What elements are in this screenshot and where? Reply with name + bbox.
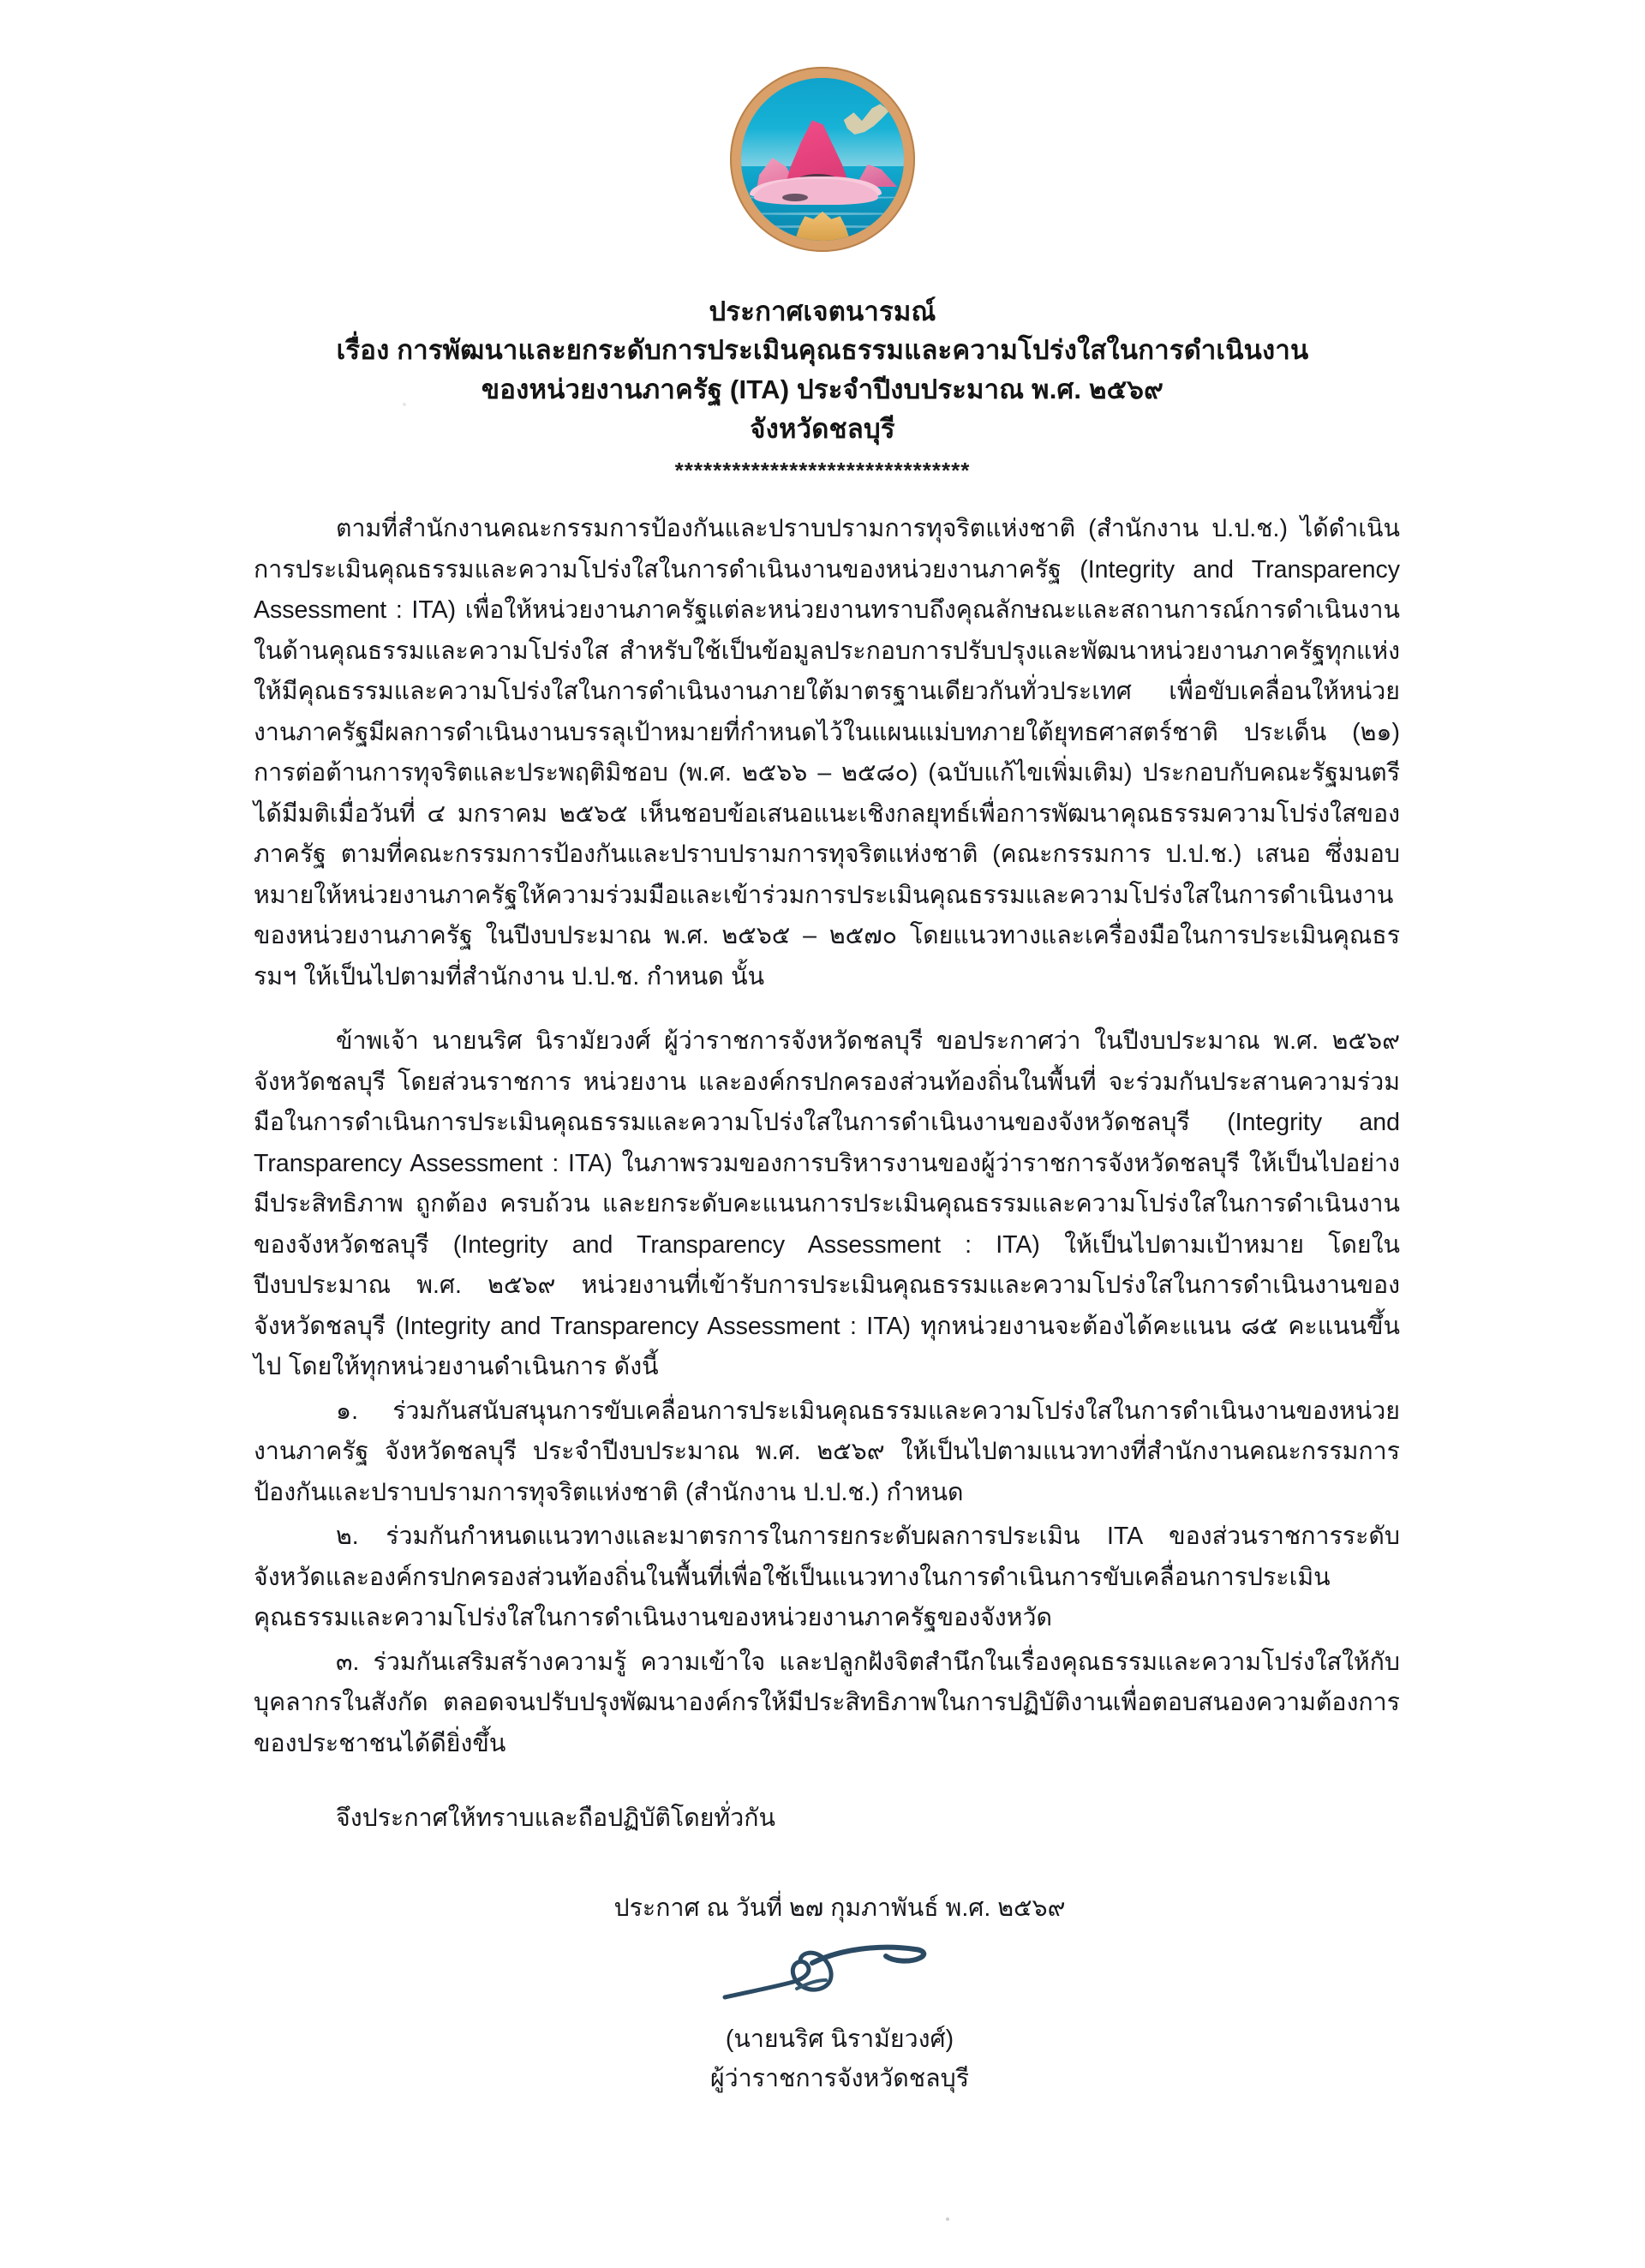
paragraph-declaration (254, 1021, 1400, 1388)
paragraph-background (254, 509, 1400, 997)
document-body (254, 509, 1400, 1840)
list-item-2-text: ๒. ร่วมกันกำหนดแนวทางและมาตรการในการยกระดับผลการประเมิน ITA ของส่วนราชการระดับจังหวัดและองค์กรปกครองส่วนท้องถิ่นในพื้นที่เพื่อใช้เป็นแนวทางในการดำเนินการขับเคลื่อนการประเมินคุณธรรมและความโปร่งใสในการดำเนินงานของหน่วยงานภาครัฐของจังหวัด (254, 1523, 1400, 1631)
announcement-province-line: จังหวัดชลบุรี (750, 414, 895, 444)
closing-statement: จึงประกาศให้ทราบและถือปฏิบัติโดยทั่วกัน (336, 1804, 775, 1832)
signer-title: ผู้ว่าราชการจังหวัดชลบุรี (709, 2065, 970, 2092)
announcement-fiscal-year-line: ของหน่วยงานภาครัฐ (ITA) ประจำปีงบประมาณ พ.ศ. ๒๕๖๙ (481, 374, 1164, 404)
document-header (0, 293, 1645, 484)
list-item-1-text: ๑. ร่วมกันสนับสนุนการขับเคลื่อนการประเมินคุณธรรมและความโปร่งใสในการดำเนินงานของหน่วยงานภาครัฐ จังหวัดชลบุรี ประจำปีงบประมาณ พ.ศ. ๒๕๖๙ ให้เป็นไปตามแนวทางที่สำนักงานคณะกรรมการป้องกันและปราบปรามการทุจริตแห่งชาติ (สำนักงาน ป.ป.ช.) กำหนด (254, 1397, 1400, 1506)
handwritten-signature (0, 1937, 1645, 2020)
paragraph-declaration-text: ข้าพเจ้า นายนริศ นิรามัยวงศ์ ผู้ว่าราชการจังหวัดชลบุรี ขอประกาศว่า ในปีงบประมาณ พ.ศ. ๒๕๖๙ จังหวัดชลบุรี โดยส่วนราชการ หน่วยงาน และองค์กรปกครองส่วนท้องถิ่นในพื้นที่ จะร่วมกันประสานความร่วมมือในการดำเนินการประเมินคุณธรรมและความโปร่งใสในการดำเนินงานของจังหวัดชลบุรี (Integrity and Transparency Assessment : ITA) ในภาพรวมของการบริหารงานของผู้ว่าราชการจังหวัดชลบุรี ให้เป็นไปอย่างมีประสิทธิภาพ ถูกต้อง ครบถ้วน และยกระดับคะแนนการประเมินคุณธรรมและความโปร่งใสในการดำเนินงานของจังหวัดชลบุรี (Integrity and Transparency Assessment : ITA) ให้เป็นไปตามเป้าหมาย โดยในปีงบประมาณ พ.ศ. ๒๕๖๙ หน่วยงานที่เข้ารับการประเมินคุณธรรมและความโปร่งใสในการดำเนินงานของจังหวัดชลบุรี (Integrity and Transparency Assessment : ITA) ทุกหน่วยงานจะต้องได้คะแนน ๘๕ คะแนนขึ้นไป โดยให้ทุกหน่วยงานดำเนินการ ดังนี้ (254, 1027, 1400, 1380)
announcement-type-title: ประกาศเจตนารมณ์ (709, 296, 936, 326)
signer-name: (นายนริศ นิรามัยวงศ์) (725, 2026, 954, 2053)
header-divider: ******************************* (674, 458, 971, 483)
paragraph-background-text: ตามที่สำนักงานคณะกรรมการป้องกันและปราบปรามการทุจริตแห่งชาติ (สำนักงาน ป.ป.ช.) ได้ดำเนินการประเมินคุณธรรมและความโปร่งใสในการดำเนินงานของหน่วยงานภาครัฐ (Integrity and Transparency Assessment : ITA) เพื่อให้หน่วยงานภาครัฐแต่ละหน่วยงานทราบถึงคุณลักษณะและสถานการณ์การดำเนินงานในด้านคุณธรรมและความโปร่งใส สำหรับใช้เป็นข้อมูลประกอบการปรับปรุงและพัฒนาหน่วยงานภาครัฐทุกแห่ง ให้มีคุณธรรมและความโปร่งใสในการดำเนินงานภายใต้มาตรฐานเดียวกันทั่วประเทศ เพื่อขับเคลื่อนให้หน่วยงานภาครัฐมีผลการดำเนินงานบรรลุเป้าหมายที่กำหนดไว้ในแผนแม่บทภายใต้ยุทธศาสตร์ชาติ ประเด็น (๒๑) การต่อต้านการทุจริตและประพฤติมิชอบ (พ.ศ. ๒๕๖๖ – ๒๕๘๐) (ฉบับแก้ไขเพิ่มเติม) ประกอบกับคณะรัฐมนตรีได้มีมติเมื่อวันที่ ๔ มกราคม ๒๕๖๕ เห็นชอบข้อเสนอแนะเชิงกลยุทธ์เพื่อการพัฒนาคุณธรรมความโปร่งใสของภาครัฐ ตามที่คณะกรรมการป้องกันและปราบปรามการทุจริตแห่งชาติ (คณะกรรมการ ป.ป.ช.) เสนอ ซึ่งมอบหมายให้หน่วยงานภาครัฐให้ความร่วมมือและเข้าร่วมการประเมินคุณธรรมและความโปร่งใสในการดำเนินงานของหน่วยงานภาครัฐ ในปีงบประมาณ พ.ศ. ๒๕๖๕ – ๒๕๗๐ โดยแนวทางและเครื่องมือในการประเมินคุณธรรมฯ ให้เป็นไปตามที่สำนักงาน ป.ป.ช. กำหนด นั้น (254, 515, 1400, 990)
list-item-3 (254, 1643, 1400, 1765)
list-item-3-text: ๓. ร่วมกันเสริมสร้างความรู้ ความเข้าใจ และปลูกฝังจิตสำนึกในเรื่องคุณธรรมและความโปร่งใสให้กับบุคลากรในสังกัด ตลอดจนปรับปรุงพัฒนาองค์กรให้มีประสิทธิภาพในการปฏิบัติงานเพื่อตอบสนองความต้องการของประชาชนได้ดียิ่งขึ้น (254, 1648, 1400, 1757)
scan-speck (403, 403, 406, 406)
emblem-container (0, 67, 1645, 252)
announcement-date: ประกาศ ณ วันที่ ๒๗ กุมภาพันธ์ พ.ศ. ๒๕๖๙ (613, 1894, 1066, 1922)
chonburi-province-emblem-icon (730, 67, 915, 252)
scan-speck (946, 2217, 949, 2221)
list-item-2 (254, 1517, 1400, 1639)
signature-block (0, 1889, 1645, 2098)
emblem-inner-disc (741, 78, 904, 241)
list-item-1 (254, 1391, 1400, 1514)
announcement-subject-line: เรื่อง การพัฒนาและยกระดับการประเมินคุณธรรมและความโปร่งใสในการดำเนินงาน (336, 335, 1309, 365)
